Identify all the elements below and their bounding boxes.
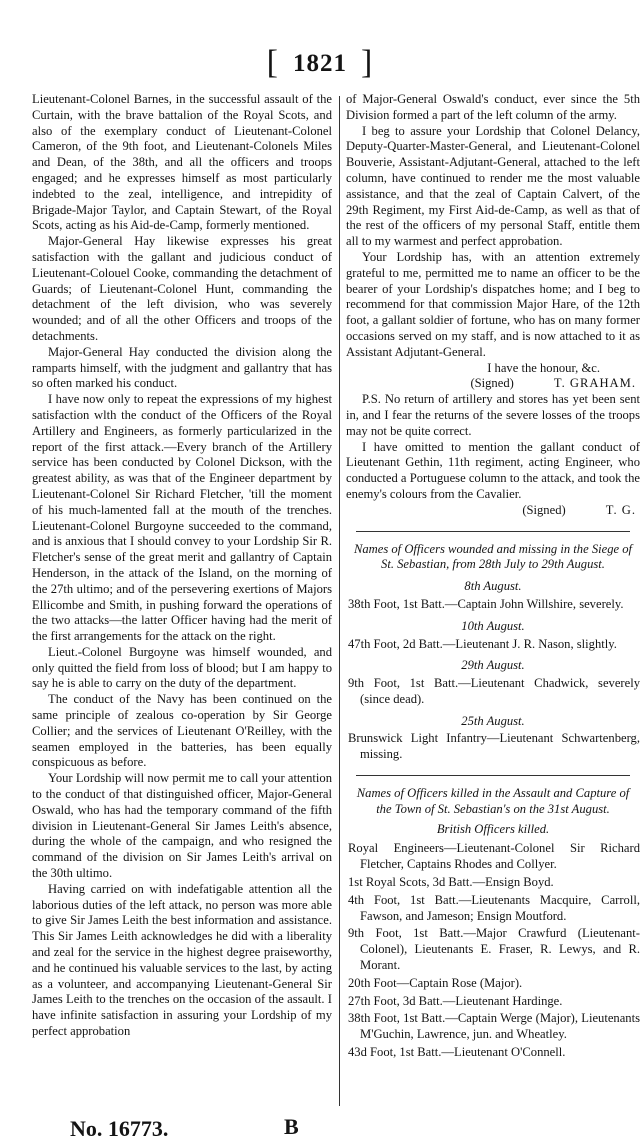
date-heading: 29th August. — [461, 658, 525, 673]
page-header — [0, 44, 640, 82]
casualty-entry: 43d Foot, 1st Batt.—Lieutenant O'Connell. — [348, 1045, 566, 1060]
section-rule — [356, 531, 630, 532]
right-column — [346, 92, 640, 1063]
date-heading: 25th August. — [461, 713, 525, 728]
signed-label: (Signed) — [470, 376, 514, 391]
casualty-entry: 4th Foot, 1st Batt.—Lieutenants Macquire, Carroll, Fawson, and Jameson; Ensign Moutford. — [348, 892, 640, 923]
postscript: P.S. No return of artillery and stores has yet been sent in, and I fear the returns of the severe losses of the troops may not be quite correct. — [346, 392, 640, 438]
casualty-entry: 9th Foot, 1st Batt.—Major Crawfurd (Lieutenant-Colonel), Lieutenants E. Fraser, R. Lewys, and R. Morant. — [348, 926, 640, 973]
casualty-entry: Brunswick Light Infantry—Lieutenant Schwartenberg, missing. — [348, 731, 640, 762]
casualty-entry: 1st Royal Scots, 3d Batt.—Ensign Boyd. — [348, 875, 554, 890]
signed-label: (Signed) — [522, 502, 566, 517]
paragraph: Your Lordship has, with an attention extremely grateful to me, permitted me to name an officer to be the bearer of your Lordship's dispatches home; and I beg to recommend for that commission Major Hare, of the 12th foot, a gallant soldier of fortune, who has on many former occasions served on my staff, and is now attached to it as Assistant Adjutant-General. — [346, 249, 640, 359]
issue-number: No. 16773. — [70, 1116, 169, 1141]
paragraph: Lieut.-Colonel Burgoyne was himself wounded, and only quitted the field from loss of blood; but I am happy to say he is able to carry on the duty of the department. — [32, 644, 332, 691]
paragraph: Major-General Hay conducted the division along the ramparts himself, with the judgment and gallantry that has so often marked his conduct. — [32, 344, 332, 391]
section-rule — [356, 775, 630, 776]
casualty-entry: 38th Foot, 1st Batt.—Captain John Willshire, severely. — [348, 596, 624, 611]
killed-list-heading: Names of Officers killed in the Assault and Capture of the Town of St. Sebastian's on the 31st August. — [356, 786, 630, 816]
wounded-list-heading: Names of Officers wounded and missing in the Siege of St. Sebastian, from 28th July to 29th August. — [353, 541, 633, 572]
casualty-entry: 27th Foot, 3d Batt.—Lieutenant Hardinge. — [348, 993, 563, 1008]
paragraph: I have now only to repeat the expressions of my highest satisfaction wlth the conduct of the Officers of the Royal Artillery and Engineers, as formerly particularized in the report of the first attack.—Every branch of the Artillery service has been conducted by Colonel Dickson, with the greatest ability, as was that of the Engineer department by Lieutenant-Colonel Sir Richard Fletcher, 'till the moment of his much-lamented fall at the mouth of the trenches. Lieutenant-Colonel Burgoyne succeeded to the command, and is anxious that I should convey to your Lordship Sir R. Fletcher's sense of the great merit and gallantry of Captain Henderson, in the attack of the Island, on the morning of the 27th ultimo; and of the persevering exertions of Majors Ellicombe and Smith, in pushing forward the operations of the two attacks—the latter Officer having had the merit of the first arrangements for the attack on the right. — [32, 392, 332, 644]
signatory-name: T. GRAHAM. — [553, 376, 636, 391]
bracket-right: ] — [361, 44, 374, 81]
signature-graham — [346, 376, 640, 392]
closing-line: I have the honour, &c. — [487, 360, 600, 375]
page-year: 1821 — [293, 50, 347, 77]
left-column — [32, 92, 332, 1040]
paragraph: The conduct of the Navy has been continued on the same principle of zealous co-operation by Sir George Collier; and the services of Lieutenant O'Reilley, with the seamen employed in the batteries, has been equally conspicuous as before. — [32, 692, 332, 770]
signature-initials — [346, 503, 640, 519]
column-divider — [339, 96, 340, 1106]
casualty-entry: Royal Engineers—Lieutenant-Colonel Sir Richard Fletcher, Captains Rhodes and Collyer. — [348, 841, 640, 872]
signature-mark: B — [284, 1114, 299, 1139]
paragraph: I beg to assure your Lordship that Colonel Delancy, Deputy-Quarter-Master-General, and Lieutenant-Colonel Bouverie, Assistant-Adjutant-General, attached to the left column, have continued to render me the most valuable assistance, and that the zeal of Captain Calvert, of the 29th Regiment, my First Aid-de-Camp, as well as that of the rest of the officers of my personal Staff, entitle them all to my warmest and perfect approbation. — [346, 123, 640, 249]
date-heading: 8th August. — [464, 579, 522, 594]
bracket-left: [ — [266, 44, 279, 81]
page-footer — [70, 1116, 630, 1142]
casualty-entry: 20th Foot—Captain Rose (Major). — [348, 975, 523, 990]
killed-list-subheading: British Officers killed. — [436, 821, 550, 836]
postscript: I have omitted to mention the gallant conduct of Lieutenant Gethin, 11th regiment, acting Engineer, who conducted a Portuguese column to the attack, and took the enemy's colours from the Cavalier. — [346, 439, 640, 501]
paragraph: Major-General Hay likewise expresses his great satisfaction with the gallant and judicious conduct of Lieutenant-Colouel Cooke, commanding the detachment of Guards; of Lieutenant-Colonel Hunt, commanding the detachment of the left division, who was severely wounded; and of all the other Officers and troops of the detachments. — [32, 234, 332, 343]
signatory-initials: T. G. — [605, 502, 636, 517]
paragraph: Having carried on with indefatigable attention all the laborious duties of the left attack, no person was more able to give Sir James Leith the best information and assistance. This Sir James Leith acknowledges he did with a liberality and zeal for the service in the highest degree praiseworthy, and he continued his valuable services to the last, by acting as a volunteer, and accompanying Lieutenant-General Sir James Leith to the trenches on the occasion of the assault. I have infinite satisfaction in assuring your Lordship of my perfect approbation — [32, 881, 332, 1039]
casualty-entry: 38th Foot, 1st Batt.—Captain Werge (Major), Lieutenants M'Guchin, Lawrence, jun. and Wheatley. — [348, 1011, 640, 1042]
casualty-entry: 9th Foot, 1st Batt.—Lieutenant Chadwick, severely (since dead). — [348, 676, 640, 706]
date-heading: 10th August. — [461, 618, 525, 633]
casualty-entry: 47th Foot, 2d Batt.—Lieutenant J. R. Nason, slightly. — [348, 636, 617, 651]
paragraph: of Major-General Oswald's conduct, ever since the 5th Division formed a part of the left column of the army. — [346, 92, 640, 122]
paragraph: Lieutenant-Colonel Barnes, in the successful assault of the Curtain, with the brave battalion of the Royal Scots, and also of the exemplary conduct of Lieutenant-Colonel Cameron, of the 9th foot, and Lieutenant-Colonels Miles and Dean, of the 38th, and all the officers and troops engaged; and he expresses himself as most particularly indebted to the zeal, intelligence, and intrepidity of Brigade-Major Taylor, and Captain Stewart, of the Royal Scots, acting as his Aid-de-Camp, formerly mentioned. — [32, 92, 332, 233]
paragraph: Your Lordship will now permit me to call your attention to the conduct of that distinguished officer, Major-General Oswald, who has had the temporary command of the fifth division in Lieutenant-General Sir James Leith's absence, during the whole of the campaign, and who resigned the command of the division on Sir James Leith's arrival on the 30th ultimo. — [32, 771, 332, 881]
